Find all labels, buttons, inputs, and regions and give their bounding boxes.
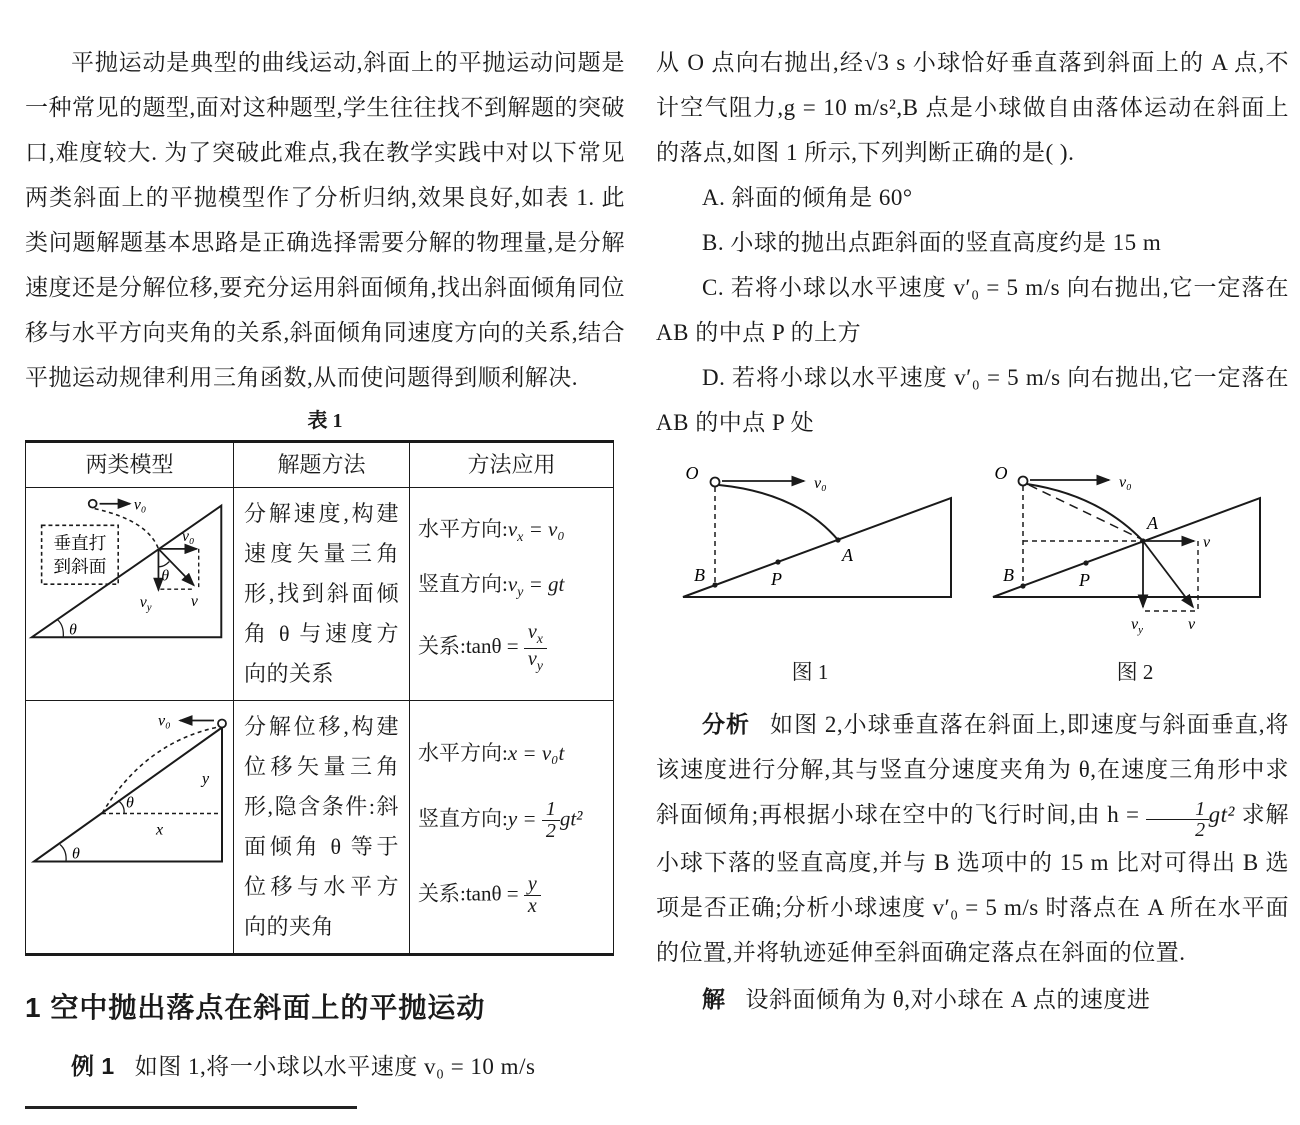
figures-row bbox=[656, 449, 1289, 686]
method-velocity: 分解速度,构建速度矢量三角形,找到斜面倾角 θ 与速度方向的关系 bbox=[234, 488, 410, 700]
ball-icon bbox=[711, 478, 720, 487]
point-B bbox=[1020, 583, 1025, 588]
theta-slope-arc bbox=[57, 620, 63, 638]
trajectory-curve bbox=[719, 485, 838, 540]
formula-relation: 关系:tanθ = $\frac{v_x}{v_y}$ bbox=[418, 622, 605, 674]
ball-icon bbox=[1019, 477, 1028, 486]
table1-row-displacement-model bbox=[26, 701, 613, 953]
formulas-displacement bbox=[410, 701, 613, 953]
y-label: y bbox=[202, 770, 210, 788]
parallelogram-dashed bbox=[1145, 541, 1198, 611]
point-P bbox=[1083, 560, 1088, 565]
O-label: O bbox=[994, 463, 1008, 483]
B-label: B bbox=[694, 565, 705, 585]
example-1-text-left: 如图 1,将一小球以水平速度 v₀ = 10 m/s bbox=[134, 1054, 536, 1079]
vy-label: $v_y$ bbox=[1131, 616, 1143, 636]
vy-label: $v_y$ bbox=[139, 593, 152, 614]
figure-2-caption: 图 2 bbox=[1116, 660, 1154, 684]
P-label: P bbox=[1079, 570, 1090, 590]
analysis-text-1: 如图 2,小球垂直落在斜面上,即速度与斜面垂直,将该速度进行分解,其与竖直分速度夹角为 θ,在速度三角形中求斜面倾角;再根据小球在空中的飞行时间,由 h = bbox=[656, 712, 1290, 827]
OA-dashed-chord bbox=[1029, 485, 1141, 539]
analysis-paragraph bbox=[656, 702, 1289, 975]
formula-vertical: 竖直方向:y = $\frac{1}{2}$ gt² bbox=[418, 798, 583, 842]
v-label: v bbox=[190, 592, 198, 610]
note-line2: 到斜面 bbox=[53, 556, 107, 577]
table1-row-velocity-model bbox=[26, 488, 613, 701]
incline-triangle bbox=[993, 498, 1260, 597]
section-1-heading: 1 空中抛出落点在斜面上的平抛运动 bbox=[25, 992, 486, 1023]
P-label: P bbox=[771, 569, 782, 589]
v-horizontal-label: v bbox=[1203, 534, 1211, 551]
theta-slope-label: θ bbox=[72, 845, 80, 863]
ball-icon bbox=[218, 720, 226, 728]
x-label: x bbox=[156, 821, 164, 839]
point-B bbox=[712, 582, 717, 587]
right-column bbox=[656, 40, 1289, 1022]
theta-slope-arc bbox=[60, 845, 66, 862]
formula-horizontal: 水平方向:x = v₀t bbox=[418, 741, 565, 765]
v-diagonal-label: v bbox=[1188, 616, 1196, 633]
method-displacement: 分解位移,构建位移矢量三角形,隐含条件:斜面倾角 θ 等于位移与水平方向的夹角 bbox=[234, 701, 410, 953]
formula-horizontal: 水平方向$:v_x = v_0$ bbox=[418, 517, 565, 546]
option-b: B. 小球的抛出点距斜面的竖直高度约是 15 m bbox=[702, 230, 1162, 255]
v0-label: v₀ bbox=[133, 496, 147, 514]
theta-slope-label: θ bbox=[69, 621, 77, 639]
incline-triangle bbox=[683, 498, 951, 597]
figure-1-caption: 图 1 bbox=[791, 660, 829, 684]
figure-1-diagram bbox=[656, 449, 956, 644]
solution-paragraph bbox=[656, 977, 1289, 1022]
solution-label: 解 bbox=[702, 986, 726, 1012]
v0-label: v₀ bbox=[1119, 474, 1132, 491]
point-P bbox=[775, 559, 780, 564]
v0-impact-label: v₀ bbox=[182, 528, 195, 546]
O-label: O bbox=[685, 463, 699, 483]
option-d: D. 若将小球以水平速度 v′₀ = 5 m/s 向右抛出,它一定落在 AB 的中点 P 处 bbox=[656, 365, 1289, 435]
analysis-text-2: 求解小球下落的竖直高度,并与 B 选项中的 15 m 比对可得出 B 选项是否正确;分析小球速度 v′₀ = 5 m/s 时落点在 A 所在水平面的位置,并将轨迹延伸至斜面确定落点在斜面的位置. bbox=[656, 802, 1290, 965]
option-c: C. 若将小球以水平速度 v′₀ = 5 m/s 向右抛出,它一定落在 AB 的中点 P 的上方 bbox=[656, 275, 1289, 345]
diagram-cell-displacement bbox=[26, 701, 234, 953]
left-column bbox=[25, 40, 625, 1089]
table1-header-row bbox=[26, 443, 613, 488]
table1-caption: 表 1 bbox=[307, 410, 343, 432]
A-label: A bbox=[1147, 513, 1158, 533]
table-1 bbox=[25, 440, 614, 956]
formula-vertical: 竖直方向$:v_y$ = gt bbox=[418, 571, 565, 600]
B-label: B bbox=[1003, 565, 1014, 585]
option-a: A. 斜面的倾角是 60° bbox=[702, 185, 913, 210]
analysis-fraction-suffix: gt² bbox=[1208, 802, 1235, 827]
formulas-velocity bbox=[410, 488, 613, 700]
note-line1: 垂直打 bbox=[53, 532, 107, 553]
analysis-fraction: $\frac{1}{2}$ bbox=[1146, 799, 1209, 840]
theta-impact-arc bbox=[158, 562, 169, 567]
v0-label: v₀ bbox=[158, 712, 171, 730]
theta-mid-label: θ bbox=[126, 794, 134, 812]
example-1-text-right: 从 O 点向右抛出,经√3 s 小球恰好垂直落到斜面上的 A 点,不计空气阻力,g = 10 m/s²,B 点是小球做自由落体运动在斜面上的落点,如图 1 所示,下列判断正确的是( ). bbox=[656, 50, 1289, 165]
theta-impact-label: θ bbox=[161, 567, 170, 585]
velocity-model-diagram bbox=[26, 488, 232, 650]
example-1-label: 例 1 bbox=[71, 1053, 115, 1079]
figure-2-diagram bbox=[981, 449, 1281, 644]
v0-label: v₀ bbox=[814, 475, 827, 492]
figure-1 bbox=[656, 449, 964, 686]
solution-text: 设斜面倾角为 θ,对小球在 A 点的速度进 bbox=[745, 987, 1151, 1012]
intro-paragraph: 平抛运动是典型的曲线运动,斜面上的平抛运动问题是一种常见的题型,面对这种题型,学生往往找不到解题的突破口,难度较大. 为了突破此难点,我在教学实践中对以下常见两类斜面上的平抛模型作了分析归纳,效果良好,如表 1. 此类问题解题基本思路是正确选择需要分解的物理量,是分解速度还是分解位移,要充分运用斜面倾角,找出斜面倾角同位移与水平方向夹角的关系,斜面倾角同速度方向的关系,结合平抛运动规律利用三角函数,从而使问题得到顺利解决. bbox=[25, 50, 625, 390]
table1-header-models: 两类模型 bbox=[26, 443, 234, 487]
diagram-cell-velocity bbox=[26, 488, 234, 700]
footnote-rule bbox=[25, 1106, 357, 1109]
theta-mid-arc bbox=[118, 801, 124, 814]
figure-2 bbox=[981, 449, 1289, 686]
point-A bbox=[835, 537, 840, 542]
displacement-model-diagram bbox=[26, 701, 232, 906]
table1-header-method: 解题方法 bbox=[234, 443, 410, 487]
formula-relation: 关系:tanθ = $\frac{y}{x}$ bbox=[418, 874, 605, 917]
example-1-lead bbox=[25, 1044, 625, 1089]
table1-header-application: 方法应用 bbox=[467, 452, 556, 477]
ball-icon bbox=[89, 500, 97, 508]
analysis-label: 分析 bbox=[702, 711, 751, 737]
A-label: A bbox=[842, 545, 853, 565]
